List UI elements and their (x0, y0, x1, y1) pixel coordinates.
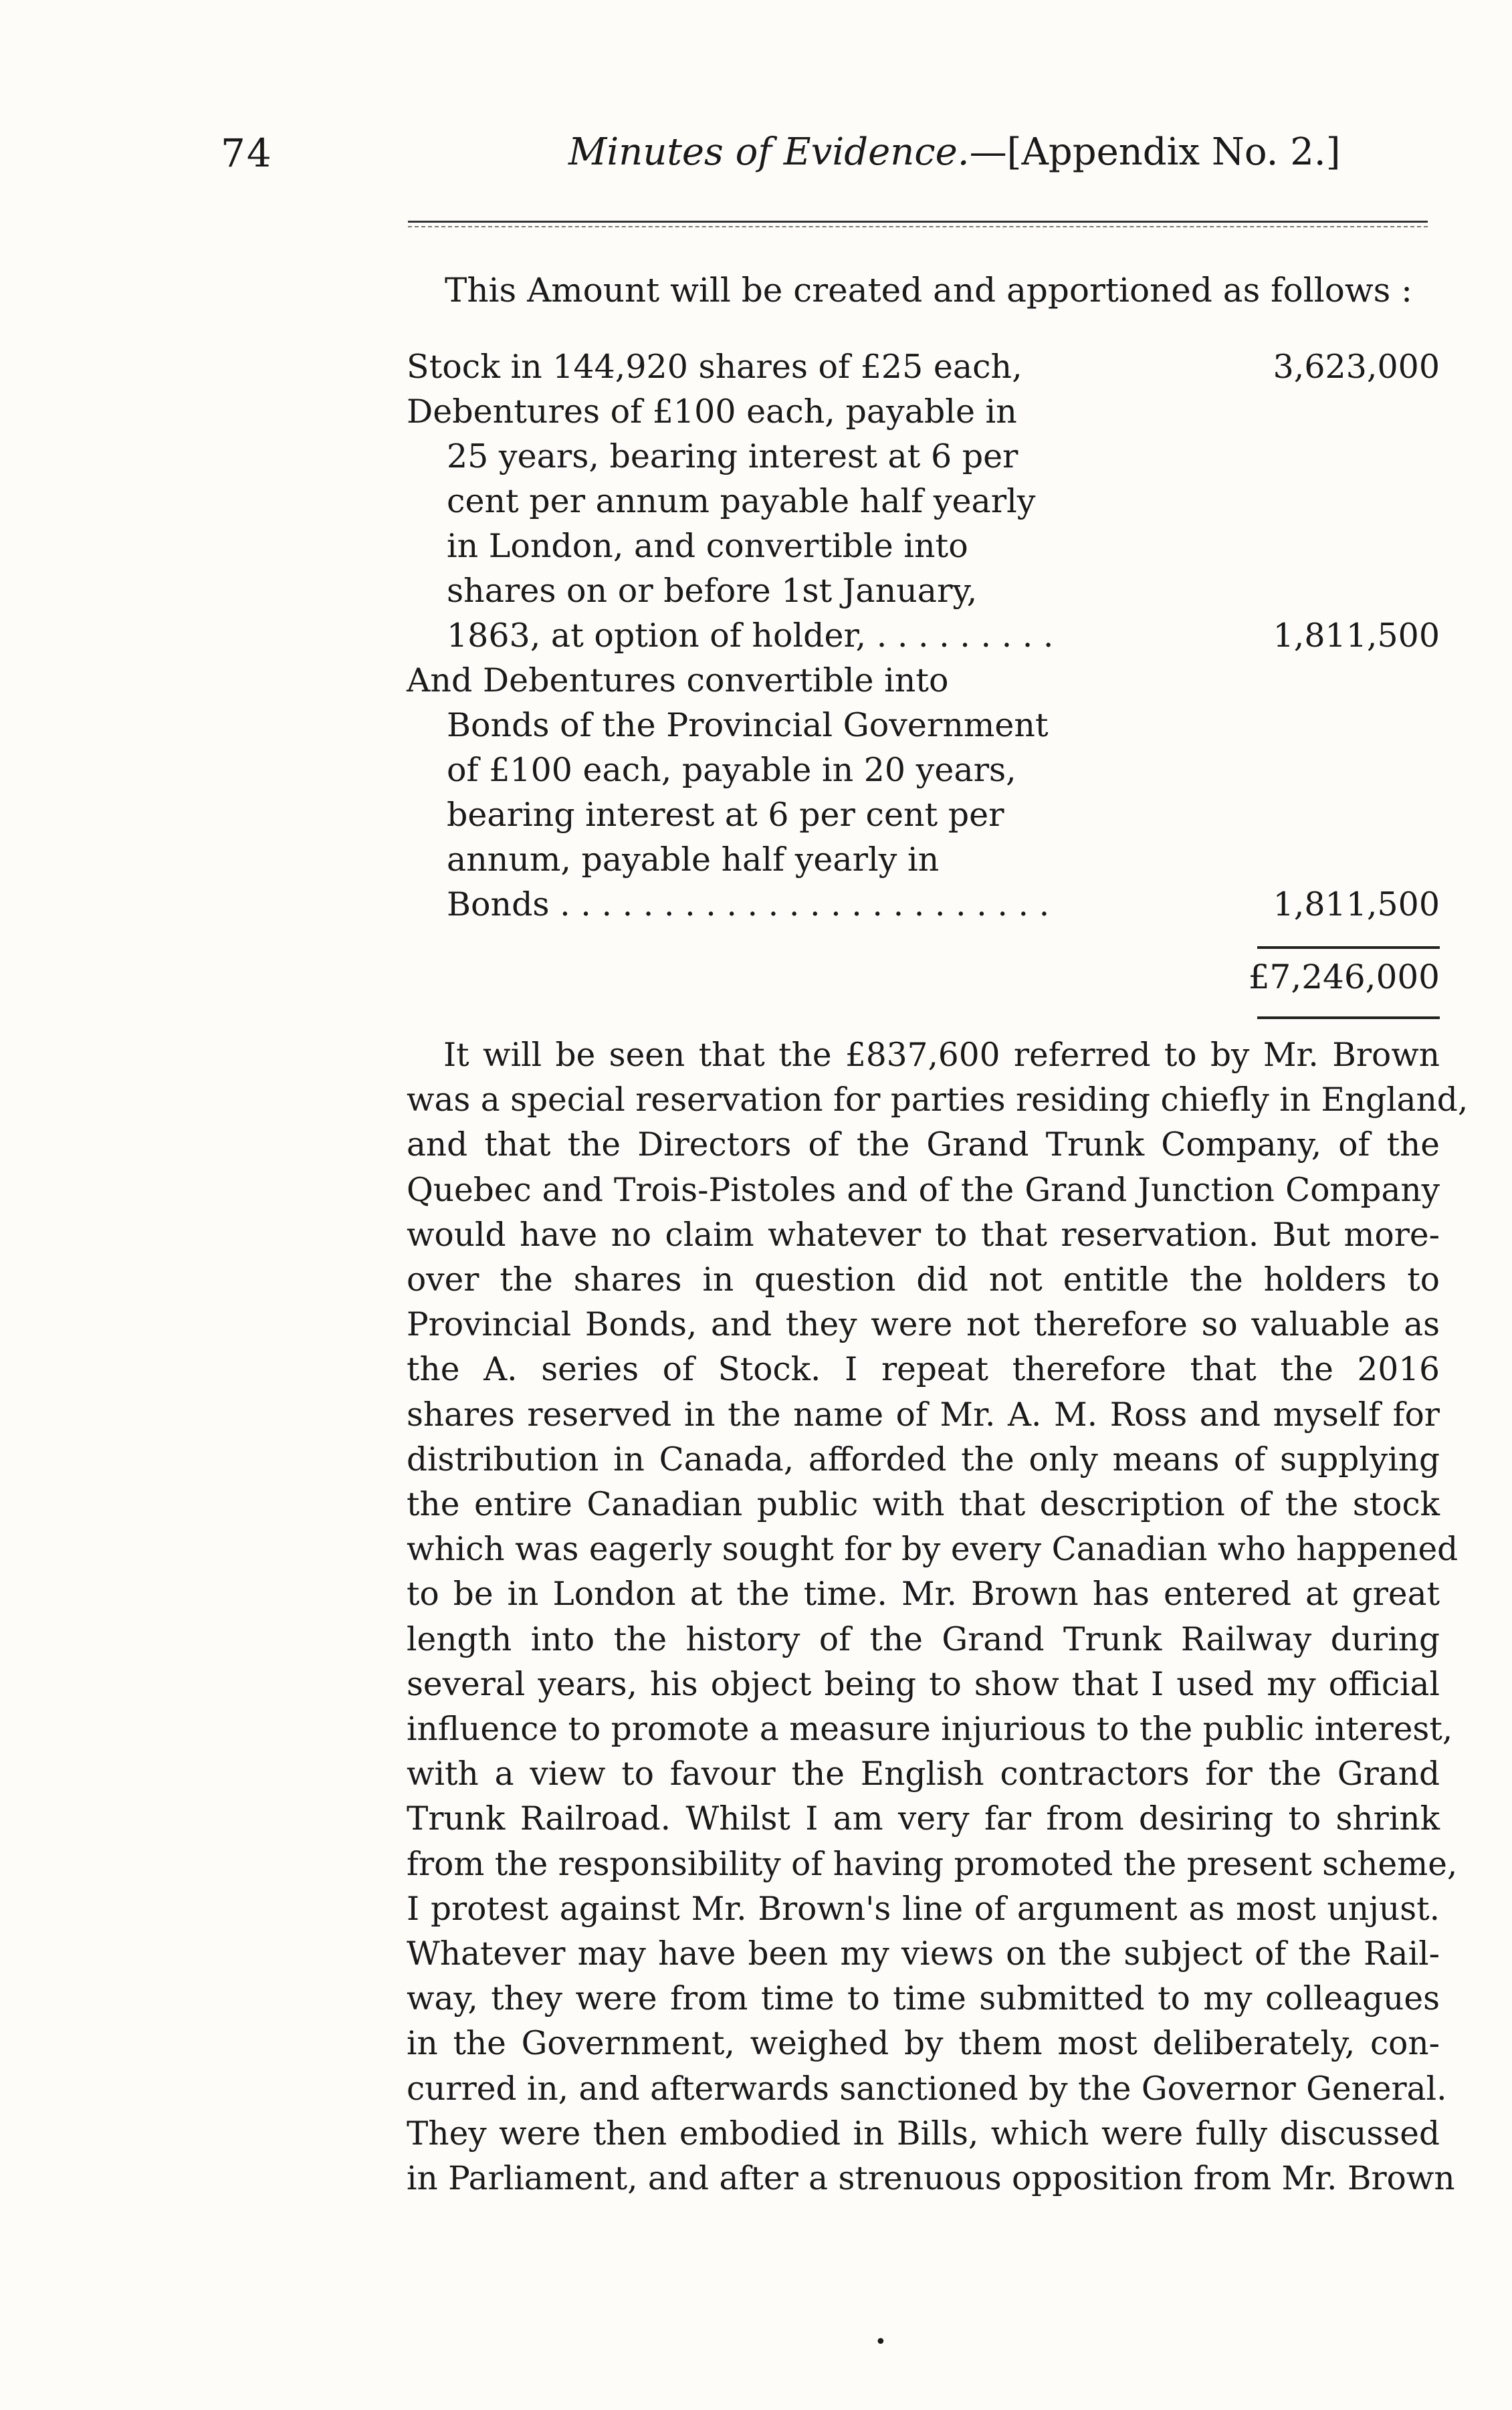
ledger-line: bearing interest at 6 per cent per (447, 796, 1004, 834)
paragraph-line: from the responsibility of having promoted the present scheme, (407, 1845, 1458, 1883)
ledger-line: annum, payable half yearly in (447, 841, 940, 879)
header-rule (408, 221, 1428, 223)
paragraph-line: influence to promote a measure injurious to the public interest, (407, 1711, 1453, 1749)
ledger-description (407, 344, 1022, 389)
ledger-line: shares on or before 1st January, (447, 572, 978, 610)
ledger-line: 1863, at option of holder, . . . . . . . . . (447, 617, 1054, 655)
paragraph-line: Quebec and Trois-Pistoles and of the Grand Junction Company (407, 1171, 1440, 1209)
ledger-line: cent per annum payable half yearly (447, 482, 1036, 520)
paragraph-line: distribution in Canada, afforded the only means of supplying (407, 1440, 1440, 1478)
header-rule-dashed (408, 226, 1428, 227)
page-header (221, 130, 1444, 184)
paragraph-line: It will be seen that the £837,600 referred to by Mr. Brown (443, 1036, 1440, 1074)
paragraph-line: to be in London at the time. Mr. Brown has entered at great (407, 1575, 1440, 1614)
ledger-item-provincial-bonds (407, 658, 1440, 927)
paragraph-line: way, they were from time to time submitted to my colleagues (407, 1980, 1440, 2018)
paragraph-line: shares reserved in the name of Mr. A. M. Ross and myself for (407, 1396, 1440, 1434)
paragraph-line: I protest against Mr. Brown's line of argument as most unjust. (407, 1890, 1440, 1928)
ledger-description (407, 389, 1054, 658)
ledger-line: Bonds . . . . . . . . . . . . . . . . . . . . . . . . (447, 885, 1050, 923)
ledger-item-stock (407, 344, 1440, 389)
paragraph-line: They were then embodied in Bills, which were fully discussed (407, 2114, 1440, 2153)
footer-mark: • (875, 2330, 887, 2354)
paragraph-line: which was eagerly sought for by every Canadian who happened (407, 1531, 1459, 1569)
paragraph-line: length into the history of the Grand Trunk Railway during (407, 1620, 1440, 1658)
ledger-line: Debentures of £100 each, payable in (407, 393, 1017, 431)
paragraph-line: would have no claim whatever to that reservation. But more- (407, 1216, 1440, 1254)
paragraph-line: Whatever may have been my views on the subject of the Rail- (407, 1935, 1440, 1973)
ledger-amount: 1,811,500 (1273, 617, 1440, 655)
paragraph-line: was a special reservation for parties residing chiefly in England, (407, 1081, 1469, 1119)
page-number: 74 (221, 130, 273, 176)
paragraph-line: the A. series of Stock. I repeat therefore that the 2016 (407, 1351, 1440, 1389)
ledger-amount: 3,623,000 (1273, 348, 1440, 386)
ledger-item-debentures (407, 389, 1440, 658)
apportionment-ledger (407, 344, 1440, 927)
total-rule-bottom (1257, 1016, 1440, 1019)
paragraph-line: in the Government, weighed by them most deliberately, con- (407, 2025, 1440, 2063)
ledger-line: Bonds of the Provincial Government (447, 706, 1049, 744)
body-paragraph (407, 1033, 1469, 2201)
total-rule-top (1257, 946, 1440, 949)
paragraph-line: over the shares in question did not entitle the holders to (407, 1261, 1440, 1299)
intro-sentence: This Amount will be created and apportioned as follows : (445, 271, 1413, 310)
ledger-line: Stock in 144,920 shares of £25 each, (407, 348, 1022, 386)
ledger-line: And Debentures convertible into (407, 661, 949, 699)
ledger-line: 25 years, bearing interest at 6 per (447, 437, 1018, 475)
paragraph-line: Trunk Railroad. Whilst I am very far from desiring to shrink (407, 1800, 1440, 1838)
paragraph-line: Provincial Bonds, and they were not therefore so valuable as (407, 1306, 1440, 1344)
paragraph-line: in Parliament, and after a strenuous opposition from Mr. Brown (407, 2160, 1455, 2198)
running-head-appendix: —[Appendix No. 2.] (969, 130, 1341, 174)
paragraph-line: several years, his object being to show that I used my official (407, 1665, 1440, 1703)
ledger-amount: 1,811,500 (1273, 885, 1440, 923)
running-head (568, 130, 1341, 174)
paragraph-line: the entire Canadian public with that description of the stock (407, 1486, 1440, 1524)
ledger-total: £7,246,000 (1248, 958, 1440, 996)
ledger-description (407, 658, 1050, 927)
running-head-title: Minutes of Evidence. (568, 130, 970, 174)
ledger-line: of £100 each, payable in 20 years, (447, 751, 1016, 789)
paragraph-line: with a view to favour the English contractors for the Grand (407, 1755, 1440, 1793)
paragraph-line: curred in, and afterwards sanctioned by the Governor General. (407, 2070, 1447, 2108)
ledger-line: in London, and convertible into (447, 527, 968, 565)
paragraph-line: and that the Directors of the Grand Trunk Company, of the (407, 1126, 1440, 1164)
